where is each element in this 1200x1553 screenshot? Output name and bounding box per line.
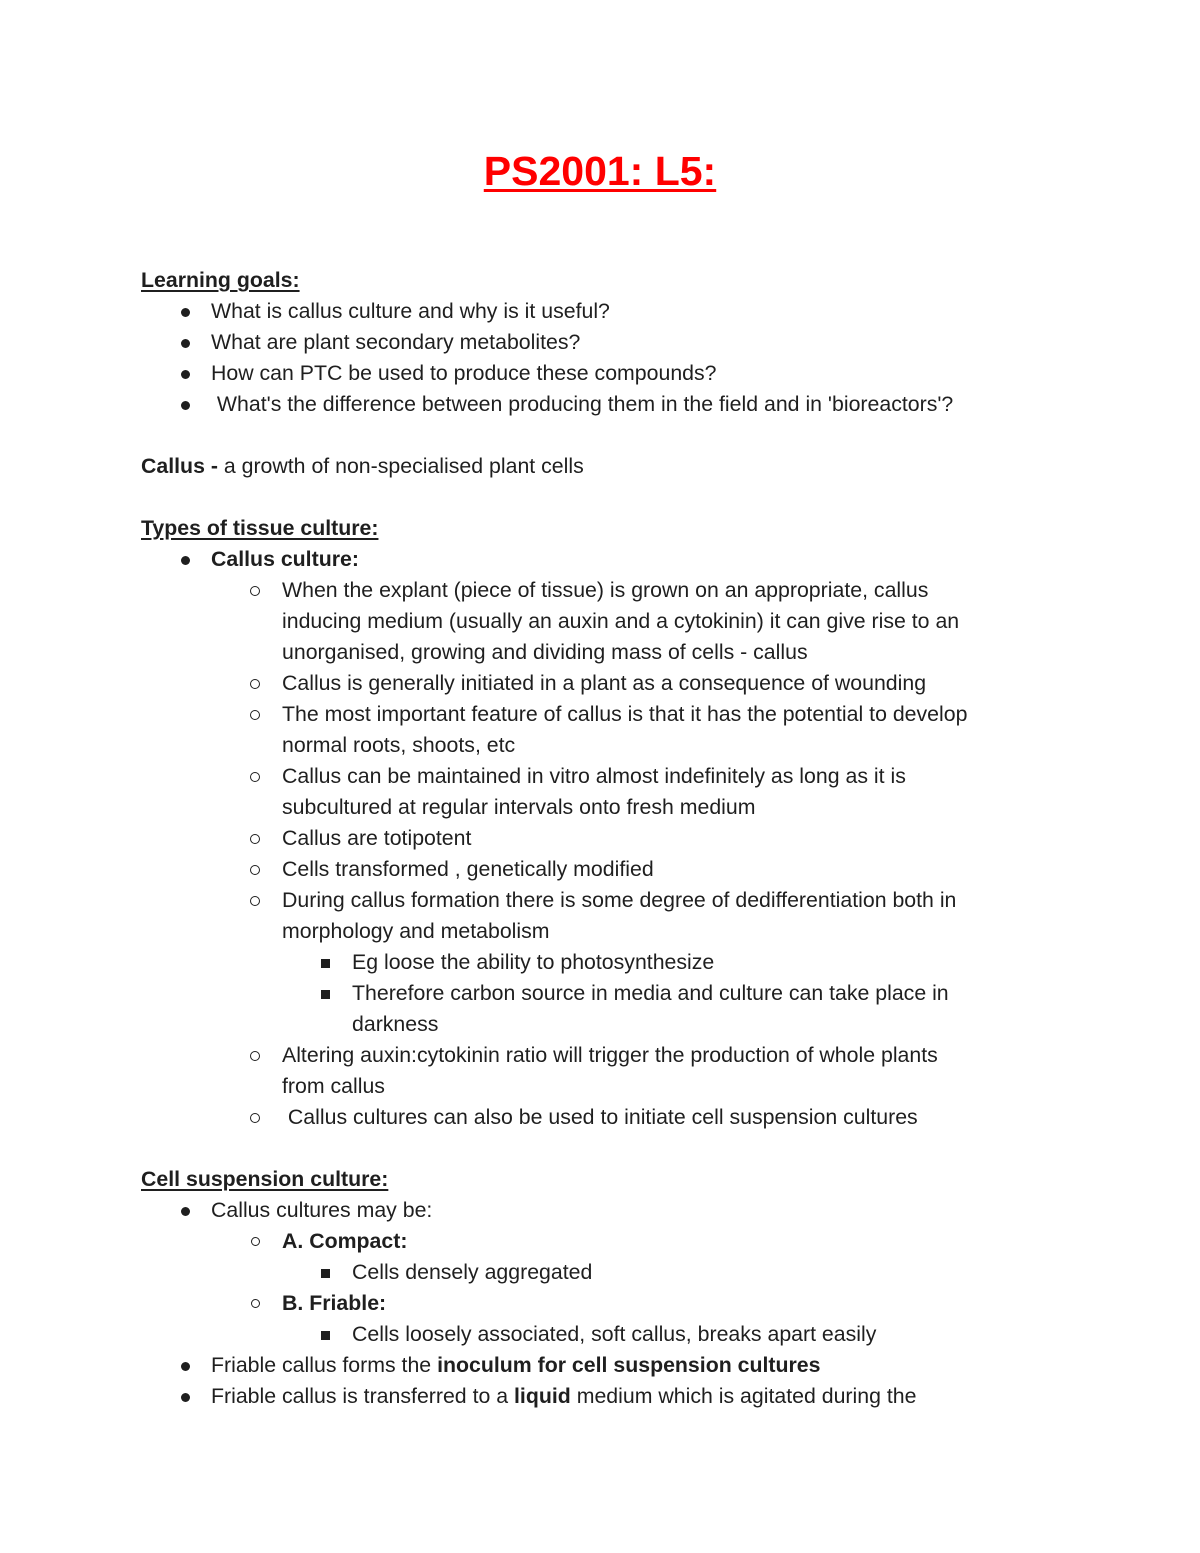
bullet-ring-icon [245, 1102, 265, 1134]
document-body [141, 265, 1101, 1412]
list-item: Callus are totipotent [141, 823, 1101, 854]
bullet-ring-icon [245, 1040, 265, 1072]
list-item-continuation: normal roots, shoots, etc [282, 733, 516, 757]
list-item: Callus is generally initiated in a plant as a consequence of wounding [141, 668, 1101, 699]
learning-goals-heading: Learning goals: [141, 268, 300, 292]
list-item: What are plant secondary metabolites? [141, 327, 1101, 358]
bullet-ring-icon [245, 699, 265, 731]
bullet-square-icon [315, 1319, 335, 1351]
list-item: How can PTC be used to produce these compounds? [141, 358, 1101, 389]
list-item: When the explant (piece of tissue) is grown on an appropriate, callus [141, 575, 1101, 606]
list-item: Cells transformed , genetically modified [141, 854, 1101, 885]
list-item: Cells loosely associated, soft callus, breaks apart easily [141, 1319, 1101, 1350]
list-item: Friable callus forms the inoculum for cell suspension cultures [141, 1350, 1101, 1381]
tissue-culture-heading: Types of tissue culture: [141, 516, 379, 540]
bullet-ring-icon [245, 885, 265, 917]
bullet-ring-icon [245, 668, 265, 700]
list-item-continuation: from callus [282, 1074, 385, 1098]
list-item-continuation: inducing medium (usually an auxin and a cytokinin) it can give rise to an [282, 609, 960, 633]
bullet-dot-icon [175, 1195, 195, 1227]
list-item: A. Compact: [141, 1226, 1101, 1257]
page-title: PS2001: L5: [483, 148, 717, 194]
bullet-dot-icon [175, 1350, 195, 1382]
list-item: Eg loose the ability to photosynthesize [141, 947, 1101, 978]
bullet-square-icon [315, 947, 335, 979]
list-item: What's the difference between producing them in the field and in 'bioreactors'? [141, 389, 1101, 420]
list-item: Cells densely aggregated [141, 1257, 1101, 1288]
list-item-continuation: darkness [352, 1012, 439, 1036]
list-item-continuation: subcultured at regular intervals onto fresh medium [282, 795, 756, 819]
bullet-ring-icon [245, 823, 265, 855]
bullet-ring-icon [245, 1288, 265, 1319]
list-item: During callus formation there is some degree of dedifferentiation both in [141, 885, 1101, 916]
list-item-continuation: unorganised, growing and dividing mass of cells - callus [282, 640, 808, 664]
list-item: Callus cultures can also be used to initiate cell suspension cultures [141, 1102, 1101, 1133]
list-item: Callus culture: [141, 544, 1101, 575]
cell-suspension-heading: Cell suspension culture: [141, 1167, 389, 1191]
list-item: Callus can be maintained in vitro almost indefinitely as long as it is [141, 761, 1101, 792]
callus-definition: Callus - a growth of non-specialised plant cells [141, 454, 584, 478]
bullet-ring-icon [245, 1226, 265, 1257]
bullet-dot-icon [175, 389, 195, 421]
bullet-dot-icon [175, 1381, 195, 1413]
list-item: The most important feature of callus is that it has the potential to develop [141, 699, 1101, 730]
bullet-square-icon [315, 1257, 335, 1289]
bullet-ring-icon [245, 761, 265, 793]
list-item: What is callus culture and why is it useful? [141, 296, 1101, 327]
bullet-dot-icon [175, 296, 195, 328]
bullet-dot-icon [175, 544, 195, 576]
list-item: Therefore carbon source in media and culture can take place in [141, 978, 1101, 1009]
list-item: Callus cultures may be: [141, 1195, 1101, 1226]
list-item-continuation: morphology and metabolism [282, 919, 550, 943]
bullet-dot-icon [175, 358, 195, 390]
bullet-ring-icon [245, 575, 265, 607]
list-item: B. Friable: [141, 1288, 1101, 1319]
bullet-square-icon [315, 978, 335, 1010]
bullet-dot-icon [175, 327, 195, 359]
bullet-ring-icon [245, 854, 265, 886]
list-item: Altering auxin:cytokinin ratio will trigger the production of whole plants [141, 1040, 1101, 1071]
list-item: Friable callus is transferred to a liquid medium which is agitated during the [141, 1381, 1101, 1412]
callus-term: Callus - [141, 454, 218, 478]
